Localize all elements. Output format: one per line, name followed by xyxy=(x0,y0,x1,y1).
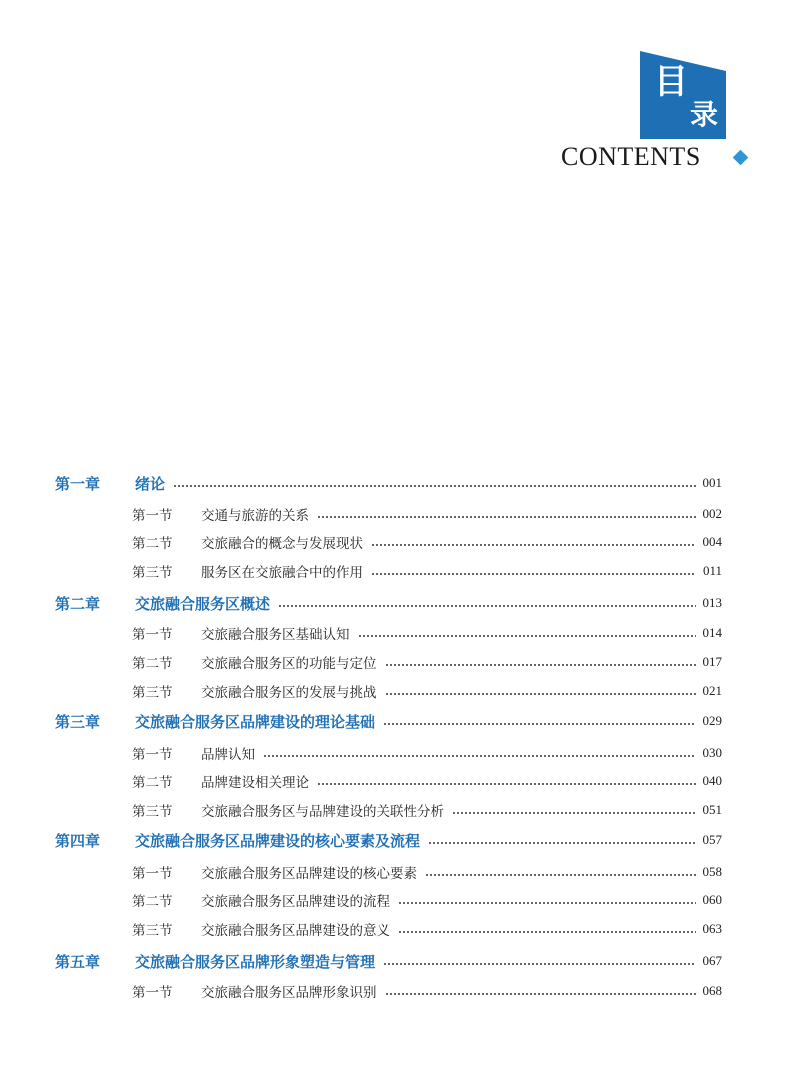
toc-entry-label xyxy=(55,711,375,732)
page-number: 030 xyxy=(702,745,722,760)
section-title: 交旅融合服务区基础认知 xyxy=(201,627,350,643)
section-number: 第二节 xyxy=(132,536,173,552)
page-number: 068 xyxy=(702,983,722,998)
toc-section-row[interactable] xyxy=(132,622,722,644)
toc-section-row[interactable] xyxy=(132,980,722,1002)
section-number: 第一节 xyxy=(132,747,173,763)
toc-section-row[interactable] xyxy=(132,680,722,702)
section-number: 第二节 xyxy=(132,775,173,791)
toc-entry-label xyxy=(132,890,390,910)
chapter-number: 第三章 xyxy=(55,712,101,731)
toc-section-row[interactable] xyxy=(132,889,722,911)
toc-entry-label xyxy=(132,623,350,643)
page-number: 001 xyxy=(702,475,722,490)
page-number: 051 xyxy=(702,802,722,817)
dot-leader xyxy=(428,842,696,844)
toc-section-row[interactable] xyxy=(132,531,722,553)
dot-leader xyxy=(385,664,697,666)
section-title: 交旅融合服务区品牌形象识别 xyxy=(201,985,377,1001)
toc-chapter-row[interactable] xyxy=(55,829,722,851)
section-number: 第三节 xyxy=(132,804,173,820)
toc-entry-label xyxy=(132,743,255,763)
chapter-number: 第四章 xyxy=(55,831,101,850)
dot-leader xyxy=(385,993,697,995)
dot-leader xyxy=(317,783,696,785)
page-number: 029 xyxy=(702,713,722,728)
page-number: 004 xyxy=(702,534,722,549)
section-number: 第三节 xyxy=(132,685,173,701)
section-number: 第一节 xyxy=(132,985,173,1001)
chapter-title: 绪论 xyxy=(135,474,166,493)
toc-entry-label xyxy=(55,951,375,972)
header-title-char-2: 录 xyxy=(690,98,719,131)
toc-entry-label xyxy=(55,593,270,614)
page-number: 011 xyxy=(702,563,722,578)
page-number: 017 xyxy=(702,654,722,669)
toc-section-row[interactable] xyxy=(132,651,722,673)
toc-entry-label xyxy=(132,771,309,791)
dot-leader xyxy=(383,723,696,725)
dot-leader xyxy=(173,485,696,487)
toc-entry-label xyxy=(132,652,377,672)
dot-leader xyxy=(371,544,696,546)
dot-leader xyxy=(425,874,696,876)
toc-section-row[interactable] xyxy=(132,861,722,883)
section-number: 第一节 xyxy=(132,508,173,524)
section-number: 第二节 xyxy=(132,656,173,672)
section-title: 交通与旅游的关系 xyxy=(201,508,309,524)
toc-section-row[interactable] xyxy=(132,742,722,764)
section-title: 交旅融合服务区与品牌建设的关联性分析 xyxy=(201,804,444,820)
chapter-title: 交旅融合服务区概述 xyxy=(135,594,271,613)
toc-entry-label xyxy=(132,800,444,820)
section-number: 第三节 xyxy=(132,565,173,581)
toc-section-row[interactable] xyxy=(132,799,722,821)
section-title: 交旅融合服务区的功能与定位 xyxy=(201,656,377,672)
toc-entry-label xyxy=(132,862,417,882)
toc-entry-label xyxy=(132,919,390,939)
toc-entry-label xyxy=(132,532,363,552)
toc-section-row[interactable] xyxy=(132,560,722,582)
toc-header-block xyxy=(640,51,726,139)
section-number: 第二节 xyxy=(132,894,173,910)
chapter-number: 第五章 xyxy=(55,952,101,971)
dot-leader xyxy=(398,931,696,933)
toc-section-row[interactable] xyxy=(132,770,722,792)
section-title: 交旅融合服务区品牌建设的流程 xyxy=(201,894,390,910)
dot-leader xyxy=(317,516,696,518)
page-number: 063 xyxy=(702,921,722,936)
page-number: 013 xyxy=(702,595,722,610)
dot-leader xyxy=(385,693,697,695)
toc-entry-label xyxy=(55,830,420,851)
page-number: 002 xyxy=(702,506,722,521)
section-title: 交旅融合的概念与发展现状 xyxy=(201,536,363,552)
dot-leader xyxy=(263,755,696,757)
toc-entry-label xyxy=(55,473,165,494)
chapter-title: 交旅融合服务区品牌建设的核心要素及流程 xyxy=(135,831,421,850)
toc-entry-label xyxy=(132,981,377,1001)
toc-chapter-row[interactable] xyxy=(55,710,722,732)
section-number: 第三节 xyxy=(132,923,173,939)
toc-chapter-row[interactable] xyxy=(55,592,722,614)
section-title: 交旅融合服务区品牌建设的核心要素 xyxy=(201,866,417,882)
section-title: 交旅融合服务区的发展与挑战 xyxy=(201,685,377,701)
section-title: 交旅融合服务区品牌建设的意义 xyxy=(201,923,390,939)
page-number: 014 xyxy=(702,625,722,640)
dot-leader xyxy=(452,812,696,814)
dot-leader xyxy=(383,963,696,965)
page-number: 067 xyxy=(702,953,722,968)
toc-entry-label xyxy=(132,681,377,701)
section-title: 品牌认知 xyxy=(201,747,255,763)
diamond-icon xyxy=(733,150,749,166)
chapter-number: 第二章 xyxy=(55,594,101,613)
toc-section-row[interactable] xyxy=(132,918,722,940)
header-title-char-1: 目 xyxy=(654,62,688,102)
page-number: 040 xyxy=(702,773,722,788)
section-title: 服务区在交旅融合中的作用 xyxy=(201,565,363,581)
header-subtitle: CONTENTS xyxy=(561,142,701,171)
chapter-title: 交旅融合服务区品牌建设的理论基础 xyxy=(135,712,376,731)
toc-entry-label xyxy=(132,561,363,581)
page-number: 058 xyxy=(702,864,722,879)
dot-leader xyxy=(358,635,697,637)
dot-leader xyxy=(278,605,696,607)
section-number: 第一节 xyxy=(132,627,173,643)
chapter-number: 第一章 xyxy=(55,474,101,493)
section-number: 第一节 xyxy=(132,866,173,882)
toc-chapter-row[interactable] xyxy=(55,472,722,494)
toc-section-row[interactable] xyxy=(132,503,722,525)
toc-entry-label xyxy=(132,504,309,524)
section-title: 品牌建设相关理论 xyxy=(201,775,309,791)
chapter-title: 交旅融合服务区品牌形象塑造与管理 xyxy=(135,952,376,971)
dot-leader xyxy=(398,902,696,904)
toc-chapter-row[interactable] xyxy=(55,950,722,972)
dot-leader xyxy=(371,573,696,575)
page-number: 057 xyxy=(702,832,722,847)
page-number: 021 xyxy=(702,683,722,698)
page-number: 060 xyxy=(702,892,722,907)
